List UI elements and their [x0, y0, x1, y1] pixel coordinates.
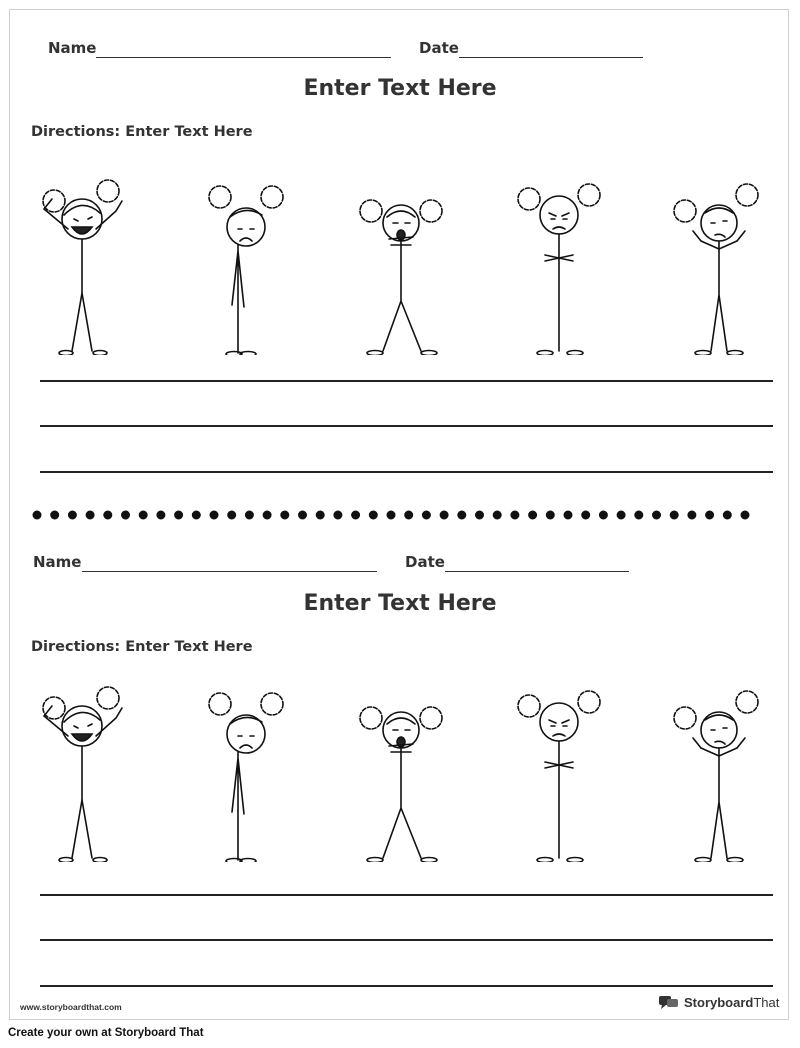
- date-line[interactable]: [459, 57, 643, 58]
- footer-url[interactable]: www.storyboardthat.com: [20, 1002, 122, 1012]
- happy-girl-figure: [30, 682, 140, 862]
- scared-girl-figure: [345, 682, 455, 862]
- scared-girl-figure: [345, 175, 455, 355]
- figure-row: [25, 682, 775, 862]
- date-line[interactable]: [445, 571, 629, 572]
- storyboardthat-logo[interactable]: [658, 994, 779, 1010]
- name-label: Name: [33, 553, 82, 571]
- writing-line[interactable]: [40, 894, 773, 896]
- writing-line[interactable]: [40, 939, 773, 941]
- confused-girl-figure: [665, 175, 775, 355]
- angry-girl-figure: [505, 175, 615, 355]
- happy-girl-figure: [30, 175, 140, 355]
- writing-line[interactable]: [40, 985, 773, 987]
- sad-girl-figure: [190, 682, 300, 862]
- date-label: Date: [405, 553, 445, 571]
- writing-line[interactable]: [40, 425, 773, 427]
- speech-bubbles-icon: [658, 994, 680, 1010]
- angry-girl-figure: [505, 682, 615, 862]
- confused-girl-figure: [665, 682, 775, 862]
- brand-name-regular: That: [753, 994, 780, 1010]
- name-line[interactable]: [96, 57, 391, 58]
- directions-text[interactable]: Directions: Enter Text Here: [31, 639, 253, 655]
- dotted-cut-line: [32, 508, 767, 522]
- writing-line[interactable]: [40, 380, 773, 382]
- create-your-own-link[interactable]: Create your own at Storyboard That: [8, 1027, 204, 1039]
- worksheet-page: [9, 9, 789, 1020]
- name-line[interactable]: [82, 571, 377, 572]
- writing-line[interactable]: [40, 471, 773, 473]
- sad-girl-figure: [190, 175, 300, 355]
- brand-name-bold: Storyboard: [684, 994, 754, 1010]
- directions-text[interactable]: Directions: Enter Text Here: [31, 124, 253, 140]
- name-label: Name: [48, 39, 97, 57]
- worksheet-title[interactable]: Enter Text Here: [303, 76, 497, 101]
- date-label: Date: [419, 39, 459, 57]
- worksheet-title[interactable]: Enter Text Here: [303, 591, 497, 616]
- figure-row: [25, 175, 775, 355]
